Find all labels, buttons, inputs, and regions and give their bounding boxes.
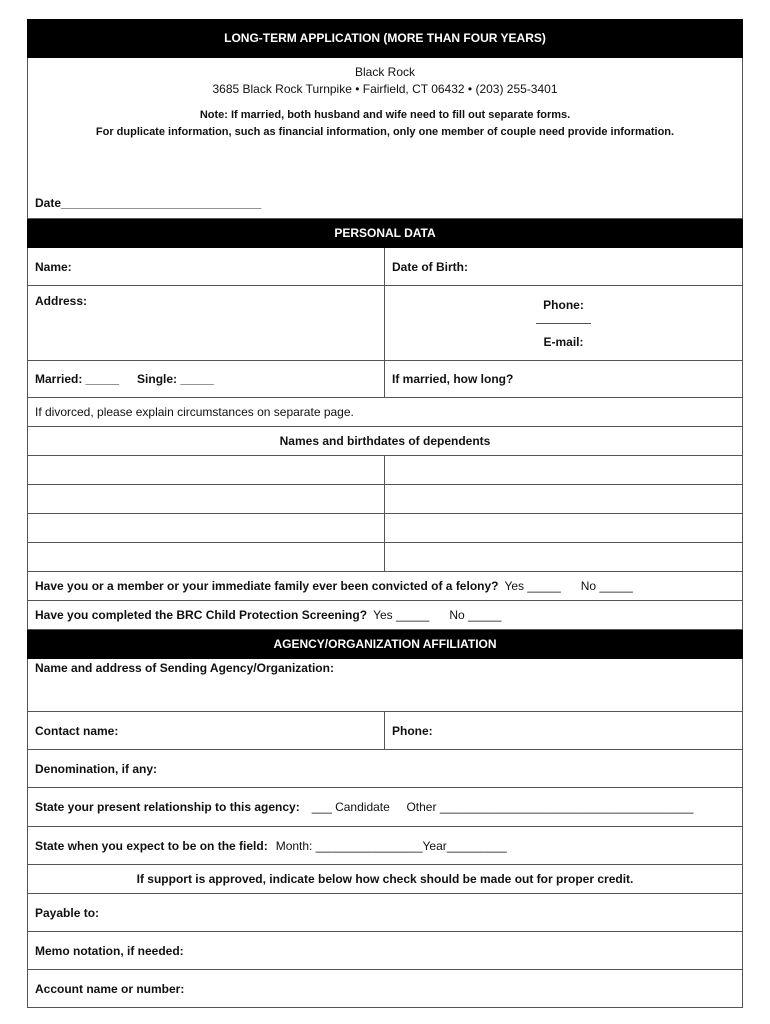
marital-status-field[interactable]	[28, 361, 385, 397]
felony-answer-blanks[interactable]: Yes _____ No _____	[504, 579, 633, 593]
application-form	[27, 19, 743, 1008]
relationship-question: State your present relationship to this agency:	[35, 800, 300, 814]
field-date-row	[27, 827, 743, 865]
married-how-long-field[interactable]: If married, how long?	[392, 372, 514, 386]
name-field[interactable]: Name:	[28, 248, 385, 285]
brc-answer-blanks[interactable]: Yes _____ No _____	[373, 608, 502, 622]
support-note: If support is approved, indicate below how check should be made out for proper credit.	[27, 865, 743, 894]
name-row	[27, 248, 743, 286]
dependent-name-cell[interactable]	[28, 456, 385, 484]
felony-question	[27, 572, 743, 601]
dependent-name-cell[interactable]	[28, 514, 385, 542]
felony-question-text: Have you or a member or your immediate family ever been convicted of a felony?	[35, 579, 499, 593]
agency-header: AGENCY/ORGANIZATION AFFILIATION	[27, 630, 743, 659]
note-separate-forms: Note: If married, both husband and wife need to fill out separate forms.	[199, 109, 571, 121]
contact-fields	[385, 286, 742, 360]
married-blank[interactable]: Married: _____	[35, 372, 120, 386]
phone-field[interactable]: Phone:	[543, 297, 584, 312]
payable-to-field[interactable]: Payable to:	[27, 894, 743, 932]
agency-contact-row	[27, 712, 743, 750]
dependent-row	[27, 456, 743, 485]
agency-phone-field[interactable]: Phone:	[392, 723, 433, 738]
single-blank[interactable]: Single: _____	[137, 372, 214, 386]
dependents-header: Names and birthdates of dependents	[27, 427, 743, 456]
dependent-birthdate-cell[interactable]	[385, 514, 742, 542]
org-address: 3685 Black Rock Turnpike • Fairfield, CT 06432 • (203) 255-3401	[212, 82, 558, 96]
date-field[interactable]: Date______________________________	[35, 196, 262, 210]
contact-name-field[interactable]: Contact name:	[28, 712, 385, 749]
field-date-blanks[interactable]: Month: ________________Year_________	[275, 838, 507, 853]
dependent-name-cell[interactable]	[28, 543, 385, 571]
brc-question-text: Have you completed the BRC Child Protection Screening?	[35, 608, 368, 622]
dob-field[interactable]: Date of Birth:	[392, 259, 468, 274]
divorced-note: If divorced, please explain circumstances on separate page.	[27, 398, 743, 427]
memo-field[interactable]: Memo notation, if needed:	[27, 932, 743, 970]
account-field[interactable]: Account name or number:	[27, 970, 743, 1008]
org-name: Black Rock	[354, 65, 416, 79]
field-date-question: State when you expect to be on the field:	[35, 838, 268, 853]
denomination-field[interactable]: Denomination, if any:	[27, 750, 743, 788]
dependent-row	[27, 514, 743, 543]
dependent-row	[27, 543, 743, 572]
form-title: LONG-TERM APPLICATION (MORE THAN FOUR YEARS)	[27, 19, 743, 58]
org-header	[27, 58, 743, 219]
dependent-birthdate-cell[interactable]	[385, 543, 742, 571]
dependent-birthdate-cell[interactable]	[385, 485, 742, 513]
brc-question	[27, 601, 743, 630]
dependent-name-cell[interactable]	[28, 485, 385, 513]
dependent-row	[27, 485, 743, 514]
personal-data-header: PERSONAL DATA	[27, 219, 743, 248]
address-row	[27, 286, 743, 361]
address-field[interactable]: Address:	[28, 286, 385, 360]
agency-name-address-field[interactable]: Name and address of Sending Agency/Organization:	[27, 659, 743, 712]
note-duplicate-info: For duplicate information, such as financial information, only one member of couple need provide information.	[95, 126, 675, 138]
dependent-birthdate-cell[interactable]	[385, 456, 742, 484]
relationship-row	[27, 788, 743, 827]
marital-row	[27, 361, 743, 398]
relationship-options[interactable]: ___ Candidate Other ______________________________________	[311, 800, 694, 814]
email-field[interactable]: E-mail:	[536, 323, 590, 360]
